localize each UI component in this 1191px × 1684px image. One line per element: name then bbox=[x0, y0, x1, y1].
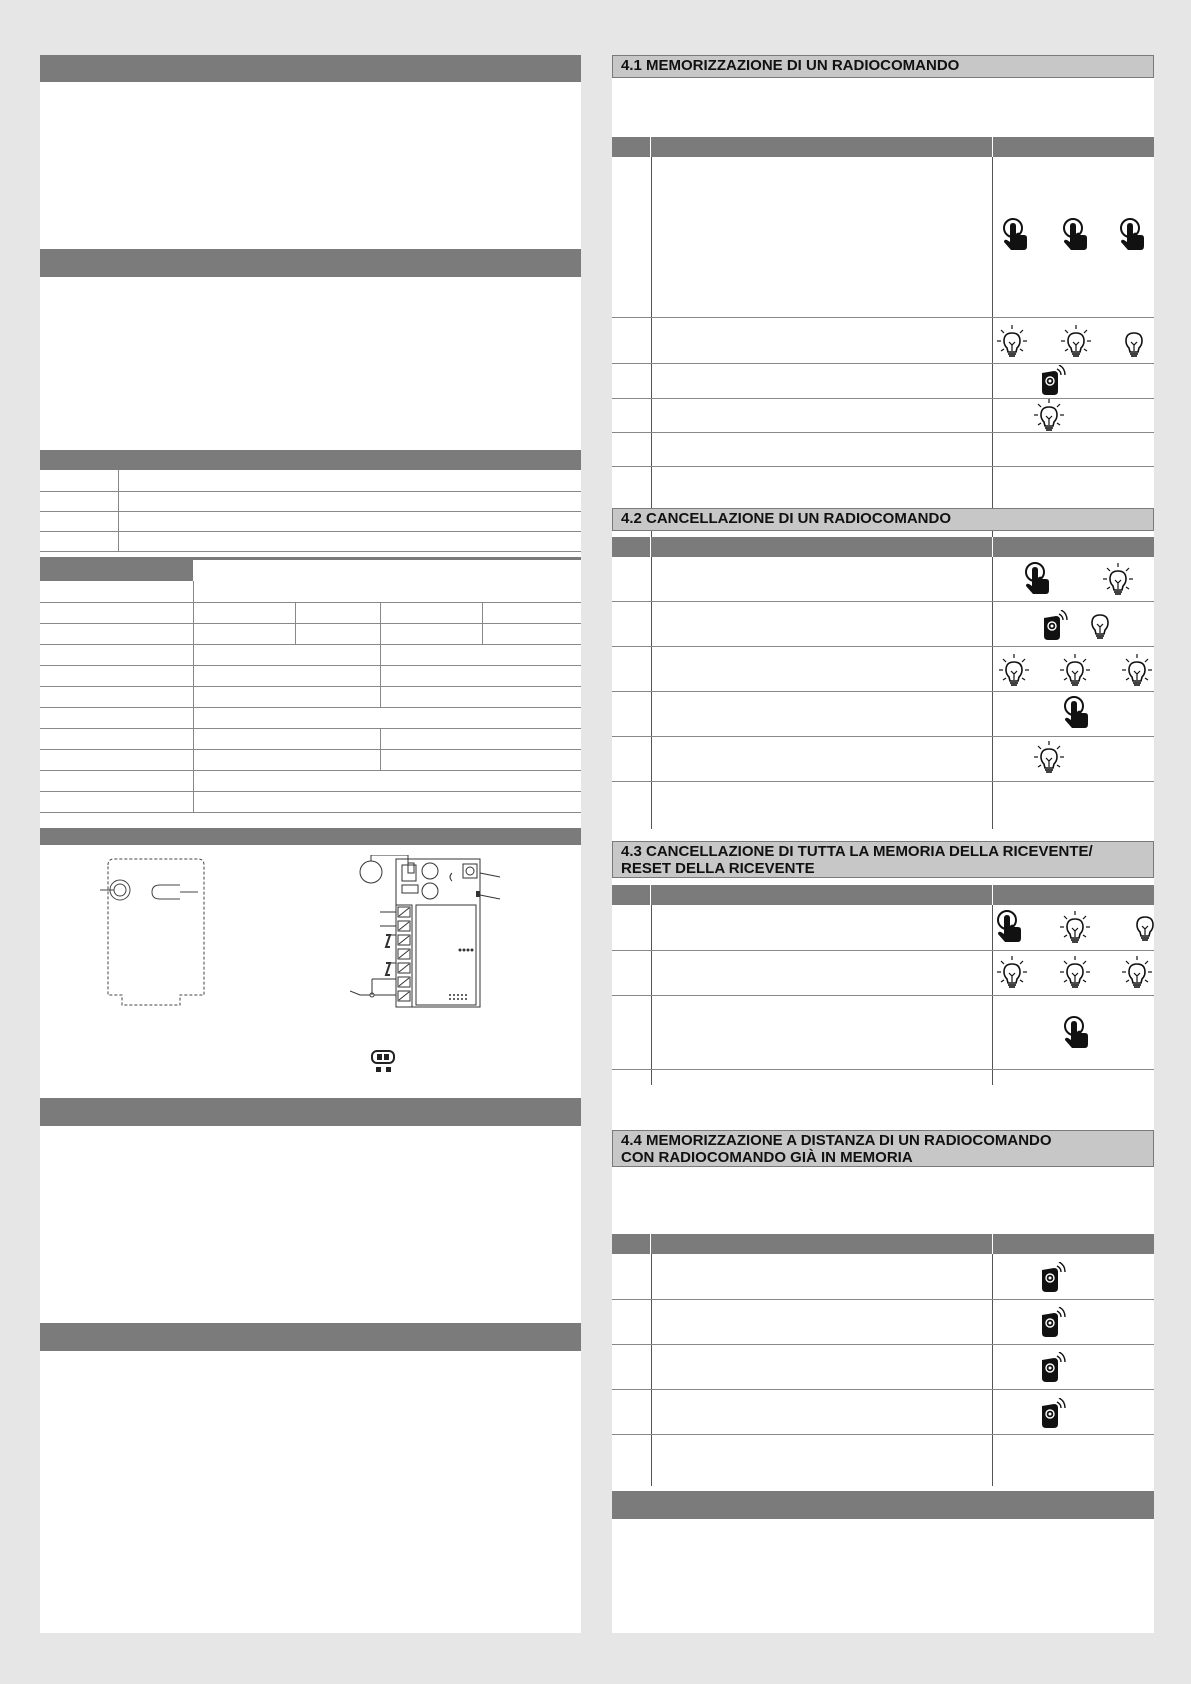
section-bar bbox=[40, 828, 581, 845]
hand-press-icon bbox=[1061, 1014, 1091, 1050]
section-bar bbox=[612, 1491, 1154, 1519]
section-bar bbox=[40, 1323, 581, 1351]
bulb-blinking-icon bbox=[1060, 910, 1090, 944]
bulb-blinking-icon bbox=[997, 955, 1027, 989]
bulb-on-icon bbox=[1134, 914, 1156, 942]
hand-press-icon bbox=[1000, 216, 1030, 252]
remote-control-icon bbox=[1038, 1307, 1066, 1339]
remote-control-icon bbox=[1040, 610, 1068, 642]
section-heading-4-3 bbox=[612, 841, 1154, 878]
remote-control-icon bbox=[1038, 1398, 1066, 1430]
remote-control-icon bbox=[1038, 1352, 1066, 1384]
bulb-blinking-icon bbox=[1103, 562, 1133, 596]
bulb-blinking-icon bbox=[1034, 398, 1064, 432]
section-bar bbox=[40, 249, 581, 277]
bulb-blinking-icon bbox=[1034, 740, 1064, 774]
section-bar bbox=[40, 55, 581, 82]
heading-line: 4.3 CANCELLAZIONE DI TUTTA LA MEMORIA DELLA RICEVENTE/ bbox=[621, 843, 1093, 860]
hand-press-icon bbox=[994, 908, 1024, 944]
heading-line: RESET DELLA RICEVENTE bbox=[621, 860, 815, 877]
receiver-board-diagram bbox=[350, 855, 550, 1085]
remote-control-icon bbox=[1038, 1262, 1066, 1294]
bulb-blinking-icon bbox=[1060, 653, 1090, 687]
heading-line: CON RADIOCOMANDO GIÀ IN MEMORIA bbox=[621, 1149, 913, 1166]
bulb-on-icon bbox=[1123, 330, 1145, 358]
left-column bbox=[40, 55, 581, 1633]
right-column bbox=[612, 55, 1154, 1633]
section-heading-4-1: 4.1 MEMORIZZAZIONE DI UN RADIOCOMANDO bbox=[612, 55, 1154, 78]
hand-press-icon bbox=[1060, 216, 1090, 252]
bulb-blinking-icon bbox=[999, 653, 1029, 687]
section-heading-4-4 bbox=[612, 1130, 1154, 1167]
receiver-case-drawing bbox=[100, 855, 260, 1015]
spec-table bbox=[40, 450, 581, 552]
section-heading-4-2: 4.2 CANCELLAZIONE DI UN RADIOCOMANDO bbox=[612, 508, 1154, 531]
bulb-blinking-icon bbox=[1122, 653, 1152, 687]
bulb-blinking-icon bbox=[1061, 324, 1091, 358]
bulb-on-icon bbox=[1089, 612, 1111, 640]
heading-line: 4.4 MEMORIZZAZIONE A DISTANZA DI UN RADIOCOMANDO bbox=[621, 1132, 1052, 1149]
remote-control-icon bbox=[1038, 365, 1066, 397]
section-bar bbox=[40, 1098, 581, 1126]
bulb-blinking-icon bbox=[997, 324, 1027, 358]
data-table bbox=[40, 557, 581, 819]
hand-press-icon bbox=[1061, 694, 1091, 730]
bulb-blinking-icon bbox=[1122, 955, 1152, 989]
bulb-blinking-icon bbox=[1060, 955, 1090, 989]
procedure-table-4-4 bbox=[612, 1234, 1154, 1486]
hand-press-icon bbox=[1022, 560, 1052, 596]
hand-press-icon bbox=[1117, 216, 1147, 252]
